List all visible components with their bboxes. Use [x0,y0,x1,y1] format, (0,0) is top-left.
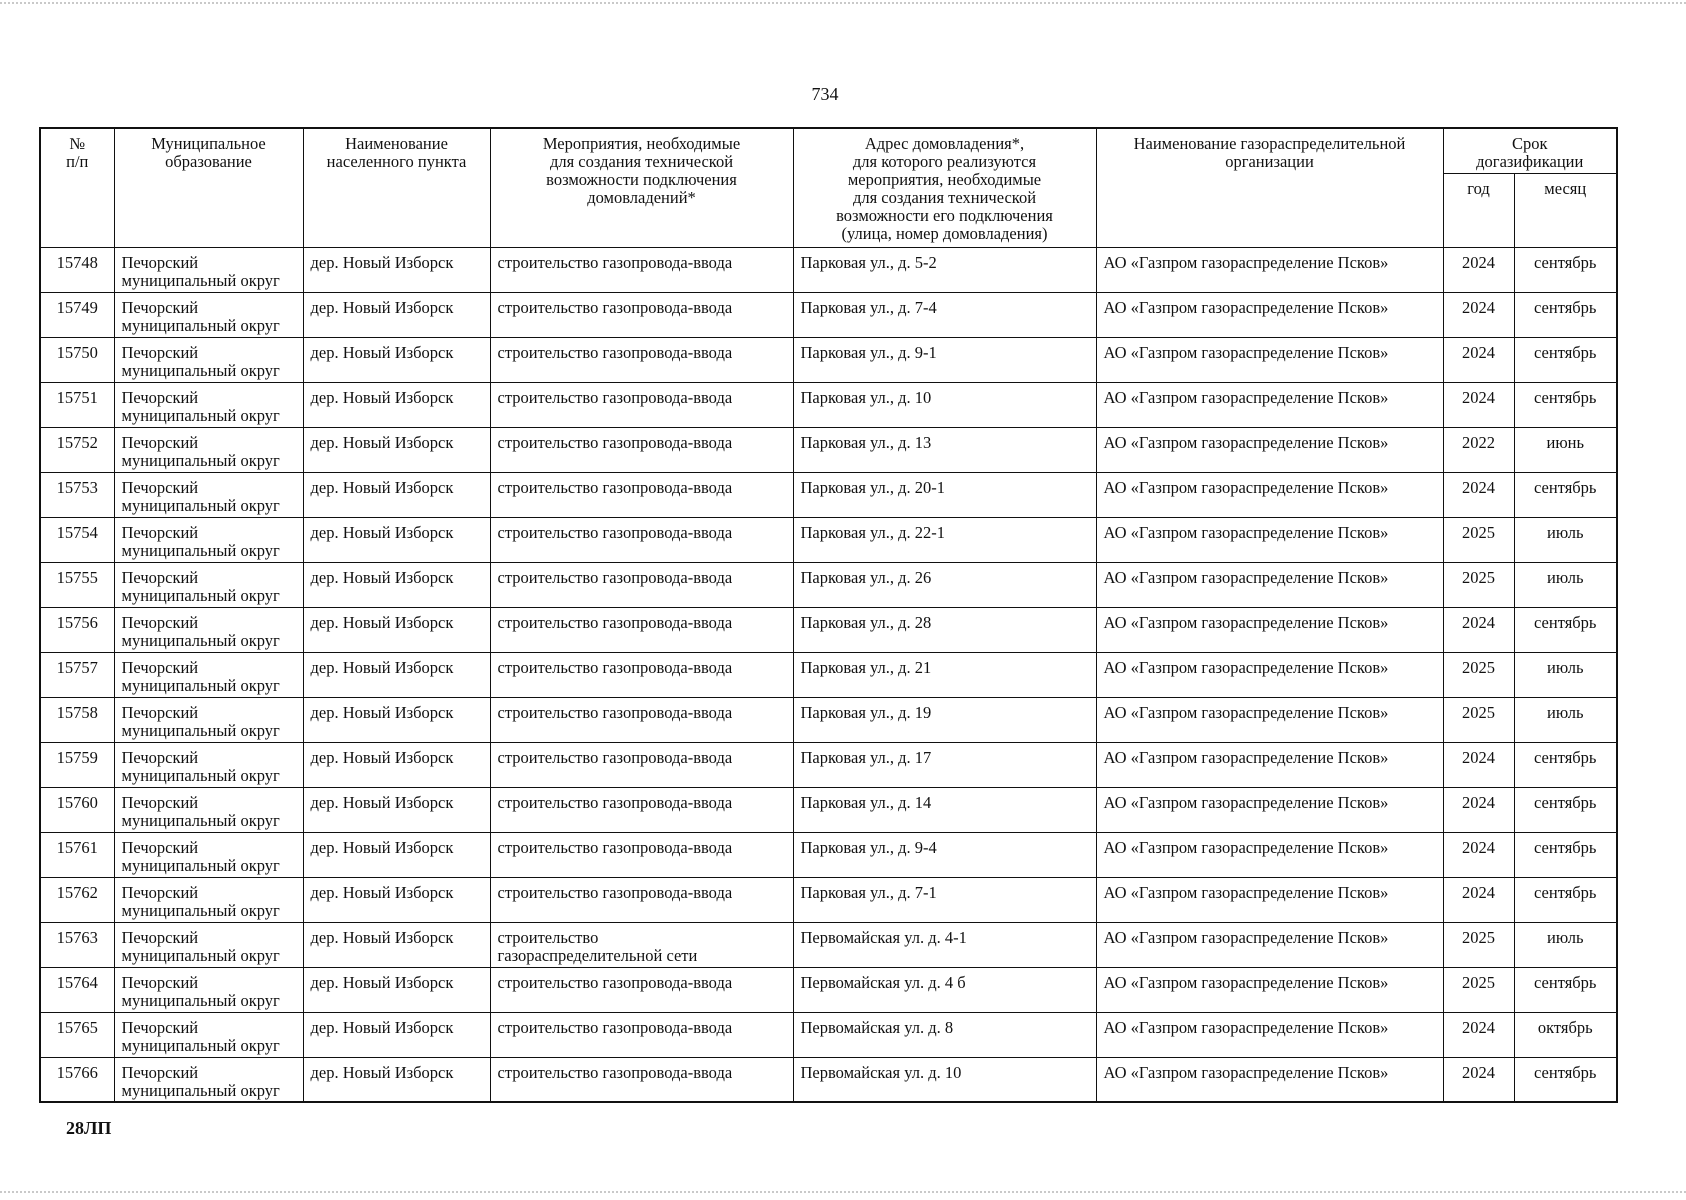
address-cell: Парковая ул., д. 7-1 [793,877,1096,922]
settlement-cell: дер. Новый Изборск [303,697,490,742]
year-cell: 2024 [1443,247,1514,292]
month-cell: июль [1514,697,1617,742]
table-row [40,472,1617,517]
table-row [40,337,1617,382]
municipality-cell: Печорский муниципальный округ [114,292,303,337]
organization-cell: АО «Газпром газораспределение Псков» [1096,337,1443,382]
header-number: № п/п [40,128,114,247]
year-cell: 2025 [1443,922,1514,967]
activity-cell: строительство газопровода-ввода [490,427,793,472]
activity-cell: строительство газопровода-ввода [490,1057,793,1102]
address-cell: Парковая ул., д. 5-2 [793,247,1096,292]
address-cell: Первомайская ул. д. 10 [793,1057,1096,1102]
address-cell: Парковая ул., д. 14 [793,787,1096,832]
month-cell: сентябрь [1514,832,1617,877]
organization-cell: АО «Газпром газораспределение Псков» [1096,832,1443,877]
header-organization: Наименование газораспределительной организации [1096,128,1443,247]
activity-cell: строительство газопровода-ввода [490,877,793,922]
municipality-cell: Печорский муниципальный округ [114,607,303,652]
settlement-cell: дер. Новый Изборск [303,787,490,832]
settlement-cell: дер. Новый Изборск [303,517,490,562]
month-cell: сентябрь [1514,472,1617,517]
year-cell: 2024 [1443,787,1514,832]
year-cell: 2024 [1443,877,1514,922]
month-cell: июль [1514,922,1617,967]
header-municipality: Муниципальное образование [114,128,303,247]
row-number-cell: 15758 [40,697,114,742]
settlement-cell: дер. Новый Изборск [303,562,490,607]
month-cell: сентябрь [1514,292,1617,337]
row-number-cell: 15759 [40,742,114,787]
row-number-cell: 15754 [40,517,114,562]
year-cell: 2025 [1443,652,1514,697]
municipality-cell: Печорский муниципальный округ [114,877,303,922]
municipality-cell: Печорский муниципальный округ [114,472,303,517]
activity-cell: строительство газопровода-ввода [490,607,793,652]
table-row [40,247,1617,292]
activity-cell: строительство газопровода-ввода [490,472,793,517]
organization-cell: АО «Газпром газораспределение Псков» [1096,427,1443,472]
month-cell: сентябрь [1514,337,1617,382]
settlement-cell: дер. Новый Изборск [303,337,490,382]
row-number-cell: 15756 [40,607,114,652]
header-month: месяц [1514,173,1617,247]
address-cell: Парковая ул., д. 21 [793,652,1096,697]
municipality-cell: Печорский муниципальный округ [114,742,303,787]
activity-cell: строительство газопровода-ввода [490,247,793,292]
row-number-cell: 15753 [40,472,114,517]
settlement-cell: дер. Новый Изборск [303,382,490,427]
month-cell: июль [1514,562,1617,607]
year-cell: 2024 [1443,1012,1514,1057]
address-cell: Первомайская ул. д. 4 б [793,967,1096,1012]
organization-cell: АО «Газпром газораспределение Псков» [1096,292,1443,337]
year-cell: 2025 [1443,517,1514,562]
scan-edge-top [0,2,1686,4]
table-row [40,922,1617,967]
activity-cell: строительство газопровода-ввода [490,1012,793,1057]
municipality-cell: Печорский муниципальный округ [114,337,303,382]
table-row [40,1057,1617,1102]
page-number: 734 [811,84,839,104]
municipality-cell: Печорский муниципальный округ [114,922,303,967]
organization-cell: АО «Газпром газораспределение Псков» [1096,517,1443,562]
year-cell: 2022 [1443,427,1514,472]
table-row [40,292,1617,337]
settlement-cell: дер. Новый Изборск [303,652,490,697]
year-cell: 2024 [1443,607,1514,652]
year-cell: 2024 [1443,292,1514,337]
settlement-cell: дер. Новый Изборск [303,877,490,922]
settlement-cell: дер. Новый Изборск [303,472,490,517]
row-number-cell: 15751 [40,382,114,427]
year-cell: 2024 [1443,742,1514,787]
row-number-cell: 15748 [40,247,114,292]
address-cell: Парковая ул., д. 26 [793,562,1096,607]
table-row [40,877,1617,922]
organization-cell: АО «Газпром газораспределение Псков» [1096,382,1443,427]
scan-edge-bottom [0,1191,1686,1193]
row-number-cell: 15757 [40,652,114,697]
organization-cell: АО «Газпром газораспределение Псков» [1096,787,1443,832]
settlement-cell: дер. Новый Изборск [303,967,490,1012]
organization-cell: АО «Газпром газораспределение Псков» [1096,247,1443,292]
municipality-cell: Печорский муниципальный округ [114,967,303,1012]
month-cell: сентябрь [1514,1057,1617,1102]
table-row [40,427,1617,472]
organization-cell: АО «Газпром газораспределение Псков» [1096,877,1443,922]
row-number-cell: 15752 [40,427,114,472]
activity-cell: строительство газопровода-ввода [490,292,793,337]
activity-cell: строительство газопровода-ввода [490,382,793,427]
activity-cell: строительство газопровода-ввода [490,652,793,697]
activity-cell: строительство газопровода-ввода [490,742,793,787]
header-activity: Мероприятия, необходимые для создания технической возможности подключения домовладений* [490,128,793,247]
header-settlement: Наименование населенного пункта [303,128,490,247]
settlement-cell: дер. Новый Изборск [303,922,490,967]
table-row [40,607,1617,652]
table-row [40,382,1617,427]
municipality-cell: Печорский муниципальный округ [114,832,303,877]
organization-cell: АО «Газпром газораспределение Псков» [1096,922,1443,967]
month-cell: сентябрь [1514,967,1617,1012]
month-cell: сентябрь [1514,247,1617,292]
row-number-cell: 15763 [40,922,114,967]
settlement-cell: дер. Новый Изборск [303,427,490,472]
year-cell: 2025 [1443,697,1514,742]
address-cell: Парковая ул., д. 9-1 [793,337,1096,382]
table-row [40,742,1617,787]
row-number-cell: 15750 [40,337,114,382]
municipality-cell: Печорский муниципальный округ [114,697,303,742]
organization-cell: АО «Газпром газораспределение Псков» [1096,967,1443,1012]
municipality-cell: Печорский муниципальный округ [114,1012,303,1057]
row-number-cell: 15761 [40,832,114,877]
organization-cell: АО «Газпром газораспределение Псков» [1096,562,1443,607]
row-number-cell: 15755 [40,562,114,607]
row-number-cell: 15765 [40,1012,114,1057]
year-cell: 2024 [1443,472,1514,517]
organization-cell: АО «Газпром газораспределение Псков» [1096,1012,1443,1057]
header-term: Срок догазификации [1443,128,1617,173]
header-row [40,128,1617,173]
address-cell: Парковая ул., д. 17 [793,742,1096,787]
month-cell: октябрь [1514,1012,1617,1057]
month-cell: июль [1514,652,1617,697]
year-cell: 2024 [1443,337,1514,382]
row-number-cell: 15764 [40,967,114,1012]
year-cell: 2024 [1443,832,1514,877]
table-row [40,562,1617,607]
address-cell: Парковая ул., д. 7-4 [793,292,1096,337]
header-year: год [1443,173,1514,247]
address-cell: Парковая ул., д. 20-1 [793,472,1096,517]
activity-cell: строительство газораспределительной сети [490,922,793,967]
address-cell: Парковая ул., д. 10 [793,382,1096,427]
address-cell: Первомайская ул. д. 8 [793,1012,1096,1057]
row-number-cell: 15749 [40,292,114,337]
organization-cell: АО «Газпром газораспределение Псков» [1096,472,1443,517]
year-cell: 2024 [1443,382,1514,427]
activity-cell: строительство газопровода-ввода [490,562,793,607]
organization-cell: АО «Газпром газораспределение Псков» [1096,652,1443,697]
table-row [40,697,1617,742]
table-row [40,652,1617,697]
table-header [40,128,1617,247]
table-row [40,832,1617,877]
settlement-cell: дер. Новый Изборск [303,1057,490,1102]
row-number-cell: 15762 [40,877,114,922]
table-row [40,967,1617,1012]
footer-code: 28ЛП [66,1118,112,1138]
month-cell: июнь [1514,427,1617,472]
address-cell: Парковая ул., д. 19 [793,697,1096,742]
month-cell: сентябрь [1514,382,1617,427]
table-row [40,1012,1617,1057]
settlement-cell: дер. Новый Изборск [303,247,490,292]
activity-cell: строительство газопровода-ввода [490,967,793,1012]
activity-cell: строительство газопровода-ввода [490,832,793,877]
address-cell: Парковая ул., д. 13 [793,427,1096,472]
settlement-cell: дер. Новый Изборск [303,1012,490,1057]
settlement-cell: дер. Новый Изборск [303,292,490,337]
month-cell: сентябрь [1514,742,1617,787]
activity-cell: строительство газопровода-ввода [490,337,793,382]
table-row [40,517,1617,562]
address-cell: Парковая ул., д. 9-4 [793,832,1096,877]
year-cell: 2025 [1443,967,1514,1012]
year-cell: 2024 [1443,1057,1514,1102]
gasification-table [39,127,1618,1103]
municipality-cell: Печорский муниципальный округ [114,247,303,292]
organization-cell: АО «Газпром газораспределение Псков» [1096,697,1443,742]
month-cell: сентябрь [1514,787,1617,832]
row-number-cell: 15766 [40,1057,114,1102]
settlement-cell: дер. Новый Изборск [303,742,490,787]
table-body [40,247,1617,1102]
address-cell: Парковая ул., д. 28 [793,607,1096,652]
organization-cell: АО «Газпром газораспределение Псков» [1096,1057,1443,1102]
table-row [40,787,1617,832]
municipality-cell: Печорский муниципальный округ [114,427,303,472]
municipality-cell: Печорский муниципальный округ [114,652,303,697]
month-cell: сентябрь [1514,607,1617,652]
municipality-cell: Печорский муниципальный округ [114,562,303,607]
settlement-cell: дер. Новый Изборск [303,832,490,877]
organization-cell: АО «Газпром газораспределение Псков» [1096,607,1443,652]
organization-cell: АО «Газпром газораспределение Псков» [1096,742,1443,787]
row-number-cell: 15760 [40,787,114,832]
settlement-cell: дер. Новый Изборск [303,607,490,652]
activity-cell: строительство газопровода-ввода [490,517,793,562]
address-cell: Первомайская ул. д. 4-1 [793,922,1096,967]
year-cell: 2025 [1443,562,1514,607]
municipality-cell: Печорский муниципальный округ [114,382,303,427]
activity-cell: строительство газопровода-ввода [490,787,793,832]
municipality-cell: Печорский муниципальный округ [114,787,303,832]
municipality-cell: Печорский муниципальный округ [114,517,303,562]
header-address: Адрес домовладения*, для которого реализуются мероприятия, необходимые для создания технической возможности его подключения (улица, номер домовладения) [793,128,1096,247]
municipality-cell: Печорский муниципальный округ [114,1057,303,1102]
activity-cell: строительство газопровода-ввода [490,697,793,742]
address-cell: Парковая ул., д. 22-1 [793,517,1096,562]
month-cell: сентябрь [1514,877,1617,922]
month-cell: июль [1514,517,1617,562]
